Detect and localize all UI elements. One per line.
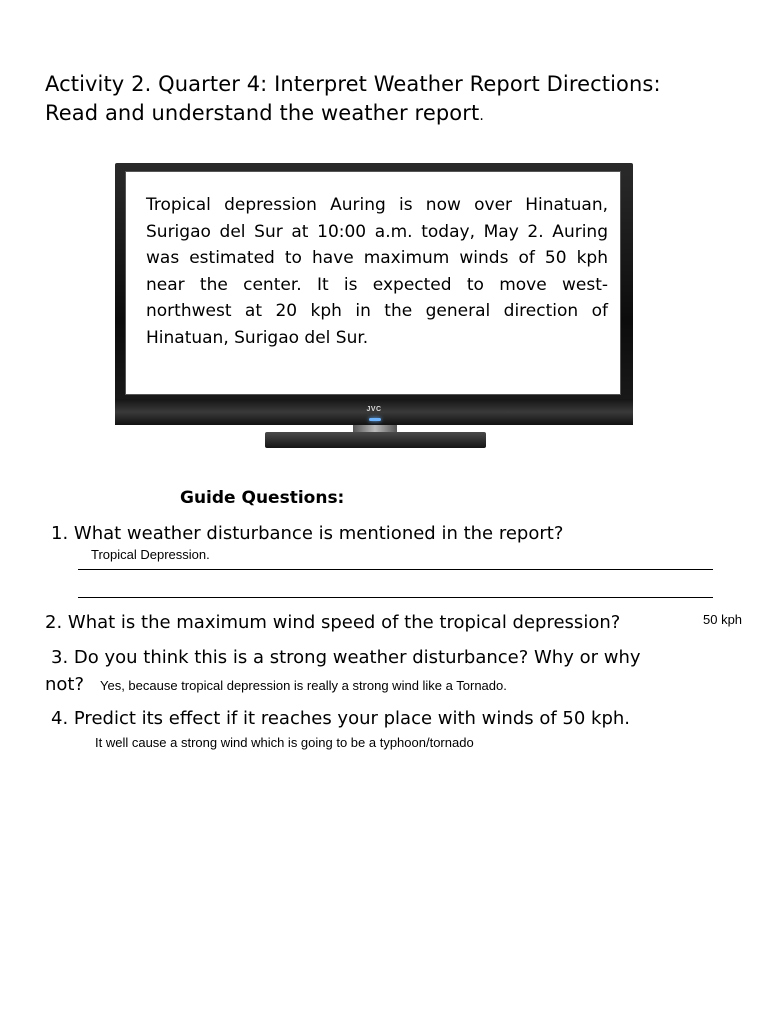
heading-line-2-text: Read and understand the weather report [45,101,480,125]
question-4: 4. Predict its effect if it reaches your place with winds of 50 kph. [51,708,631,729]
answer-4: It well cause a strong wind which is going to be a typhoon/tornado [95,735,474,750]
weather-report-text: Tropical depression Auring is now over Hinatuan, Surigao del Sur at 10:00 a.m. today, May 2. Auring was estimated to have maximum winds of 50 kph near the center. It is expected to move west-northwest at 20 kph in the general direction of Hinatuan, Surigao del Sur. [146,195,608,348]
guide-questions-title: Guide Questions: [180,488,345,508]
question-2: 2. What is the maximum wind speed of the tropical depression? [45,612,621,633]
tv-bottom-bezel [115,399,633,425]
heading-period: . [479,108,484,124]
answer-line-2 [78,597,713,598]
answer-2: 50 kph [703,612,743,627]
tv-stand-base [265,432,486,448]
answer-3: Yes, because tropical depression is really a strong wind like a Tornado. [100,678,507,693]
television-image [115,163,633,425]
question-3: 3. Do you think this is a strong weather disturbance? Why or why [51,647,641,668]
tv-screen [125,171,621,395]
answer-1: Tropical Depression. [91,547,210,562]
heading-line-2 [45,99,745,131]
answer-line-1 [78,569,713,570]
heading-line-1: Activity 2. Quarter 4: Interpret Weather Report Directions: [45,72,661,96]
tv-brand-logo: JVC [366,406,382,413]
question-1: 1. What weather disturbance is mentioned in the report? [51,523,564,544]
question-3-continued: not? [45,674,85,695]
power-led-icon [369,418,381,421]
activity-heading [45,70,745,131]
